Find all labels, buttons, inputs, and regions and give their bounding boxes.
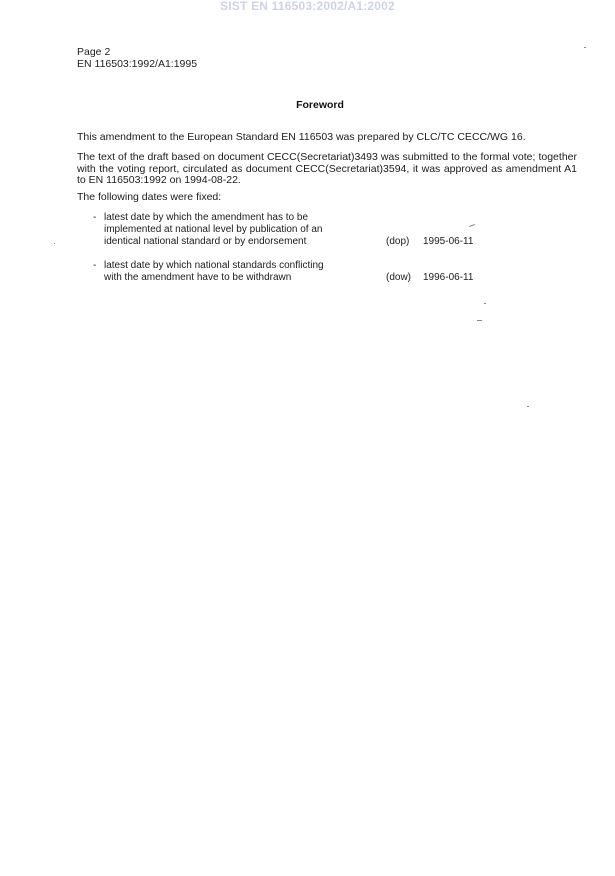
date-item-line: identical national standard or by endorsement [104,236,307,247]
date-value: 1995-06-11 [423,236,474,247]
foreword-paragraph-1: This amendment to the European Standard EN 116503 was prepared by CLC/TC CECC/WG 16. [77,131,526,143]
foreword-title: Foreword [296,99,344,111]
date-item-line: latest date by which the amendment has to be [104,212,309,223]
foreword-paragraph-3: The following dates were fixed: [77,191,222,203]
foreword-paragraph-2: The text of the draft based on document CECC(Secretariat)3493 was submitted to the formal vote; together with the voting report, circulated as document CECC(Secretariat)3594, it was approved as amendment A1 to EN 116503:1992 on 1994-08-22. [77,151,577,186]
list-dash: - [93,260,97,271]
scan-speck [584,47,586,48]
date-code: (dow) [386,272,412,283]
date-value: 1996-06-11 [423,272,474,283]
date-item-line: implemented at national level by publication of an [104,224,323,235]
scan-speck [477,320,482,321]
date-item-description [104,212,354,248]
scan-speck [484,303,486,304]
date-item-line: latest date by which national standards conflicting [104,260,324,271]
page-header [77,46,197,70]
page-number: Page 2 [77,46,111,58]
date-item-line: with the amendment have to be withdrawn [104,272,292,283]
document-id: EN 116503:1992/A1:1995 [77,58,198,70]
watermark: SIST EN 116503:2002/A1:2002 [220,0,395,13]
date-code: (dop) [386,236,410,247]
scan-speck [527,406,529,407]
date-item-description [104,260,354,284]
scan-speck [469,224,475,227]
list-dash: - [93,212,97,223]
scan-speck [54,243,55,244]
